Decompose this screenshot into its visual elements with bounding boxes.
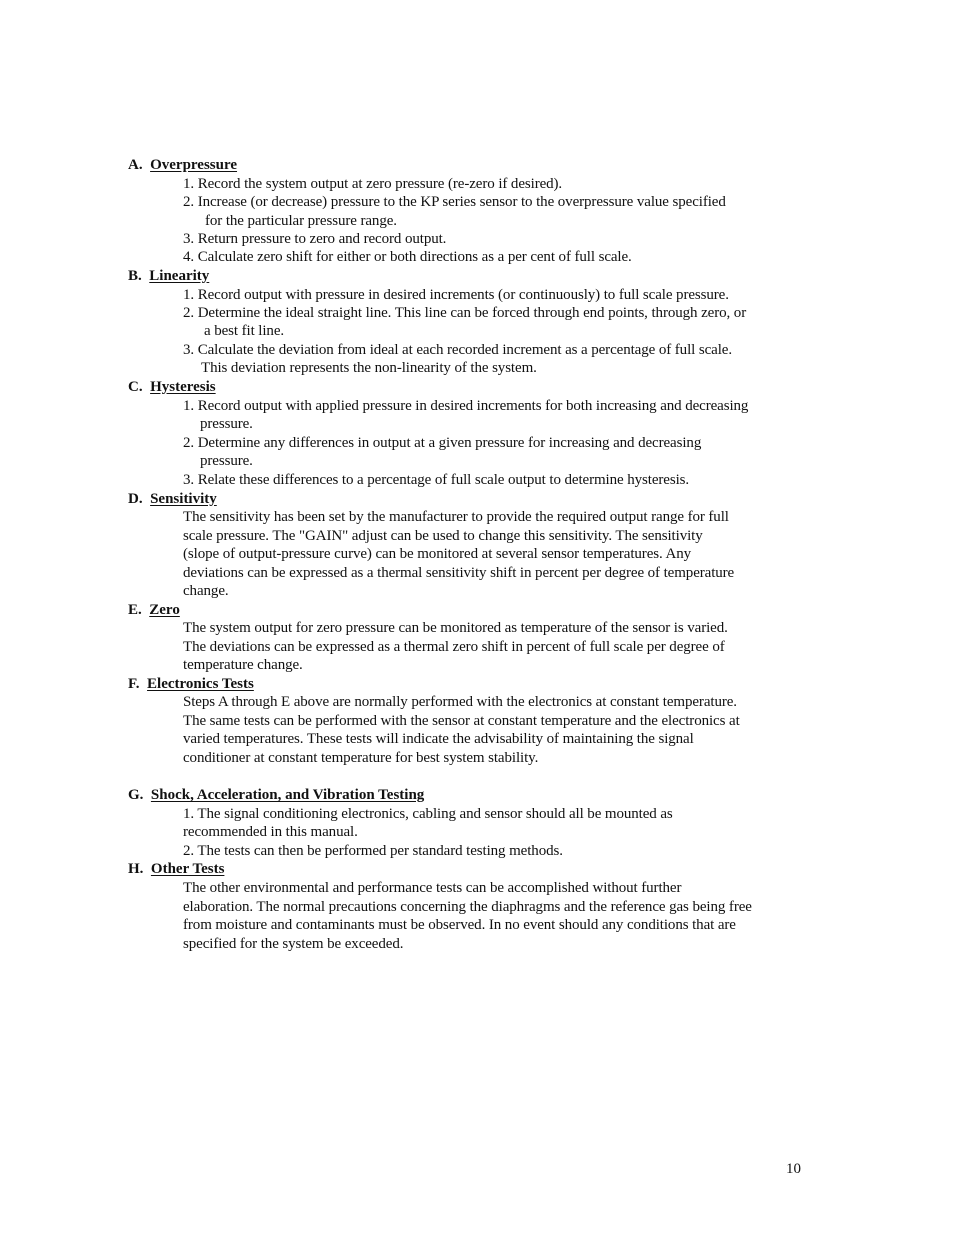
body-text-line: varied temperatures. These tests will indicate the advisability of maintaining the signal [183, 731, 694, 747]
body-text-line: The same tests can be performed with the sensor at constant temperature and the electronics at [183, 713, 740, 729]
section-heading [128, 267, 209, 285]
body-text-line: The deviations can be expressed as a thermal zero shift in percent of full scale per degree of [183, 639, 725, 655]
body-text-line: change. [183, 583, 229, 599]
section-heading [128, 156, 237, 174]
section-letter: A. [128, 157, 143, 173]
section-title: Electronics Tests [147, 676, 254, 692]
body-text-line: 1. Record output with applied pressure in desired increments for both increasing and decreasing [183, 398, 749, 414]
body-text-line: 1. Record output with pressure in desired increments (or continuously) to full scale pressure. [183, 287, 729, 303]
body-text-line: for the particular pressure range. [205, 213, 397, 229]
body-text-line: temperature change. [183, 657, 303, 673]
body-text-line: pressure. [200, 416, 253, 432]
body-text-line: The other environmental and performance tests can be accomplished without further [183, 880, 682, 896]
body-text-line: 2. Determine the ideal straight line. This line can be forced through end points, through zero, or [183, 305, 747, 321]
section-heading [128, 601, 180, 619]
section-letter: E. [128, 602, 142, 618]
section-heading [128, 786, 424, 804]
body-text-line: conditioner at constant temperature for best system stability. [183, 750, 539, 766]
page-number: 10 [786, 1161, 801, 1177]
body-text-line: pressure. [200, 453, 253, 469]
body-text-line: elaboration. The normal precautions concerning the diaphragms and the reference gas being free [183, 899, 752, 915]
body-text-line: scale pressure. The "GAIN" adjust can be used to change this sensitivity. The sensitivity [183, 528, 703, 544]
body-text-line: This deviation represents the non-linearity of the system. [201, 360, 537, 376]
section-title: Zero [149, 602, 180, 618]
body-text-line: from moisture and contaminants must be observed. In no event should any conditions that are [183, 917, 736, 933]
section-title: Linearity [149, 268, 210, 284]
section-letter: B. [128, 268, 142, 284]
section-heading [128, 860, 224, 878]
body-text-line: a best fit line. [204, 323, 285, 339]
body-text-line: 2. The tests can then be performed per standard testing methods. [183, 843, 563, 859]
section-title: Sensitivity [150, 491, 217, 507]
section-heading [128, 675, 254, 693]
body-text-line: 1. The signal conditioning electronics, cabling and sensor should all be mounted as [183, 806, 673, 822]
body-text-line: The system output for zero pressure can be monitored as temperature of the sensor is varied. [183, 620, 728, 636]
section-title: Shock, Acceleration, and Vibration Testing [150, 787, 425, 803]
section-heading [128, 490, 217, 508]
body-text-line: 2. Determine any differences in output at a given pressure for increasing and decreasing [183, 435, 702, 451]
section-letter: F. [128, 676, 140, 692]
body-text-line: specified for the system be exceeded. [183, 936, 404, 952]
section-letter: H. [128, 861, 144, 877]
section-title: Other Tests [150, 861, 225, 877]
body-text-line: (slope of output-pressure curve) can be monitored at several sensor temperatures. Any [183, 546, 691, 562]
section-heading [128, 378, 216, 396]
body-text-line: 3. Relate these differences to a percentage of full scale output to determine hysteresis. [183, 472, 690, 488]
body-text-line: 3. Calculate the deviation from ideal at each recorded increment as a percentage of full scale. [183, 342, 732, 358]
section-letter: G. [128, 787, 144, 803]
section-title: Overpressure [150, 157, 238, 173]
body-text-line: Steps A through E above are normally performed with the electronics at constant temperature. [183, 694, 737, 710]
section-letter: C. [128, 379, 143, 395]
section-title: Hysteresis [150, 379, 216, 395]
body-text-line: 3. Return pressure to zero and record output. [183, 231, 447, 247]
body-text-line: 1. Record the system output at zero pressure (re-zero if desired). [183, 176, 563, 192]
body-text-line: recommended in this manual. [183, 824, 358, 840]
section-letter: D. [128, 491, 143, 507]
body-text-line: 4. Calculate zero shift for either or both directions as a per cent of full scale. [183, 249, 632, 265]
body-text-line: deviations can be expressed as a thermal sensitivity shift in percent per degree of temperature [183, 565, 735, 581]
body-text-line: 2. Increase (or decrease) pressure to the KP series sensor to the overpressure value specified [183, 194, 726, 210]
body-text-line: The sensitivity has been set by the manufacturer to provide the required output range for full [183, 509, 729, 525]
